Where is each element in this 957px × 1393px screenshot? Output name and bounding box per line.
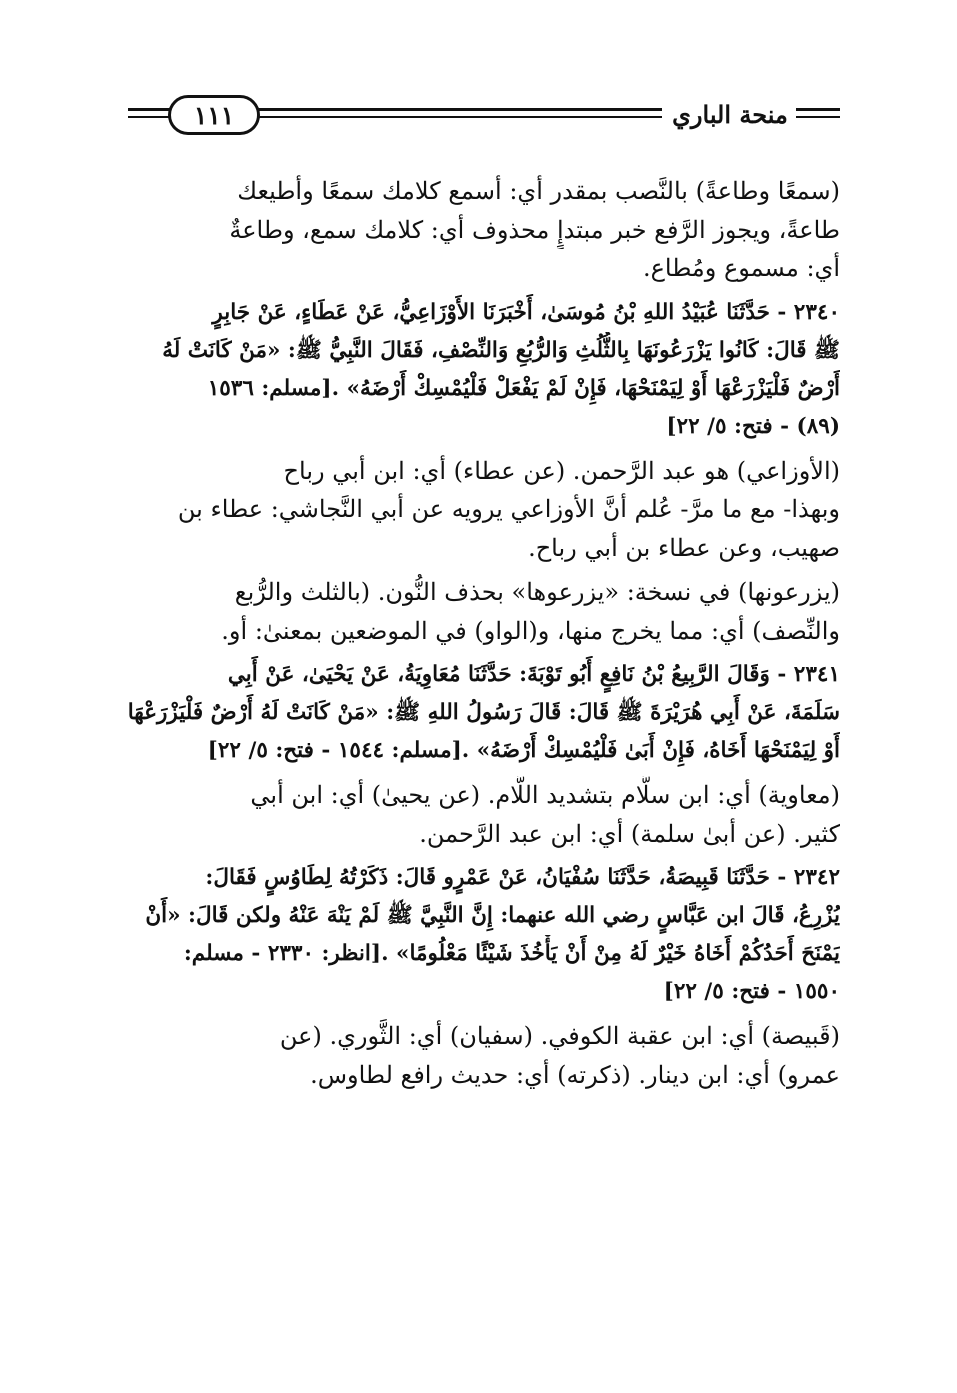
header-rule-right-lower [796, 116, 840, 118]
text-line: ٢٣٤٢ - حَدَّثَنَا قَبِيصَةُ، حَدَّثَنَا سُفْيَانُ، عَنْ عَمْرٍو قَالَ: ذَكَرْتُهُ لِطَاوُسٍ فَقَالَ: [205, 865, 840, 890]
text-line: أَرْضٌ فَلْيَزْرَعْهَا أَوْ لِيَمْنَحْهَا، فَإِنْ لَمْ يَفْعَلْ فَلْيُمْسِكْ أَرْضَهُ» .[مسلم: ١٥٣٦ [207, 375, 840, 401]
text-line: أَوْ لِيَمْنَحْهَا أَخَاهُ، فَإِنْ أَبَىٰ فَلْيُمْسِكْ أَرْضَهُ» .[مسلم: ١٥٤٤ - فتح: ٥/ ٢٢] [207, 738, 840, 763]
text-line: (قَبيصة) أي: ابن عقبة الكوفي. (سفيان) أي: الثَّوري. (عن [279, 1022, 840, 1050]
text-line: عمرو) أي: ابن دينار. (ذكرته) أي: حديث رافع لطاوس. [310, 1060, 840, 1089]
book-title: منحة الباري [672, 100, 788, 129]
page-number-badge [168, 95, 260, 135]
header-rule-middle-lower [258, 116, 662, 118]
text-line: أي: مسموع ومُطاع. [642, 254, 840, 282]
text-line: (الأوزاعي) هو عبد الرَّحمن. (عن عطاء) أي: ابن أبي رباح [283, 456, 840, 485]
hadith-paragraph [128, 859, 840, 1011]
hadith-paragraph [128, 656, 840, 770]
text-line: والنِّصف) أي: مما يخرج منها، و(الواو) في الموضعين بمعنىٰ: أو. [221, 616, 840, 645]
text-line: ٢٣٤١ - وَقَالَ الرَّبِيعُ بْنُ نَافِعٍ أَبُو تَوْبَةَ: حَدَّثَنَا مُعَاوِيَةُ، عَنْ يَحْيَىٰ، عَنْ أَبِي [227, 662, 840, 687]
page-content [128, 172, 840, 1100]
text-line: ﷺ قَالَ: كَانُوا يَزْرَعُونَهَا بِالثُّلُثِ وَالرُّبُعِ وَالنِّصْفِ، فَقَالَ النَّبِيُّ ﷺ: «مَنْ كَانَتْ لَهُ [162, 337, 840, 363]
hadith-paragraph [128, 294, 840, 446]
header-rule-middle [258, 108, 662, 111]
text-line: يَمْنَحَ أَحَدُكُمْ أَخَاهُ خَيْرٌ لَهُ مِنْ أَنْ يَأْخُذَ شَيْئًا مَعْلُومًا» .[انظر: ٢٣٣٠ - مسلم: [183, 941, 840, 966]
commentary-paragraph [128, 573, 840, 650]
page-number: ١١١ [193, 100, 235, 130]
header-rule-left [128, 108, 170, 111]
text-line: صهيب، وعن عطاء بن أبي رباح. [528, 533, 840, 562]
header-rule-right [796, 108, 840, 111]
text-line: (سمعًا وطاعةً) بالنَّصب بمقدر أي: أسمع كلامك سمعًا وأطيعك [237, 177, 840, 205]
text-line: ٢٣٤٠ - حَدَّثَنَا عُبَيْدُ اللهِ بْنُ مُوسَىٰ، أَخْبَرَنَا الأَوْزَاعِيُّ، عَنْ عَطَاءٍ، عَنْ جَابِرٍ [212, 299, 840, 325]
commentary-paragraph [128, 172, 840, 288]
text-line: وبهذا- مع ما مرَّ- عُلم أنَّ الأوزاعي يرويه عن أبي النَّجاشي: عطاء بن [177, 495, 840, 523]
text-line: سَلَمَةَ، عَنْ أَبِي هُرَيْرَةَ ﷺ قَالَ: قَالَ رَسُولُ اللهِ ﷺ: «مَنْ كَانَتْ لَهُ أَرْضٌ فَلْيَزْرَعْهَا [128, 700, 840, 725]
page-header [128, 92, 840, 144]
text-line: طاعةً، ويجوز الرَّفع خبر مبتدإٍ محذوف أي: كلامك سمع، وطاعةٌ [229, 215, 840, 244]
header-rule-left-lower [128, 116, 170, 118]
text-line: كثير. (عن أبىٰ سلمة) أي: ابن عبد الرَّحمن. [419, 819, 840, 848]
commentary-paragraph [128, 1017, 840, 1094]
text-line: يُزْرِعُ، قَالَ ابن عَبَّاسٍ رضي الله عنهما: إِنَّ النَّبِيَّ ﷺ لَمْ يَنْهَ عَنْهُ ولكن قَالَ: «أَنْ [145, 903, 840, 928]
text-line: (معاوية) أي: ابن سلَّام بتشديد اللَّام. (عن يحيىٰ) أي: ابن أبي [250, 781, 840, 809]
text-line: ١٥٥٠ - فتح: ٥/ ٢٢] [663, 979, 840, 1004]
text-line: (يزرعونها) في نسخة: «يزرعوها» بحذف النُّون. (بالثلث والرُّبع [234, 578, 840, 606]
text-line: (٨٩) - فتح: ٥/ ٢٢] [666, 413, 840, 439]
commentary-paragraph [128, 452, 840, 568]
commentary-paragraph [128, 776, 840, 853]
